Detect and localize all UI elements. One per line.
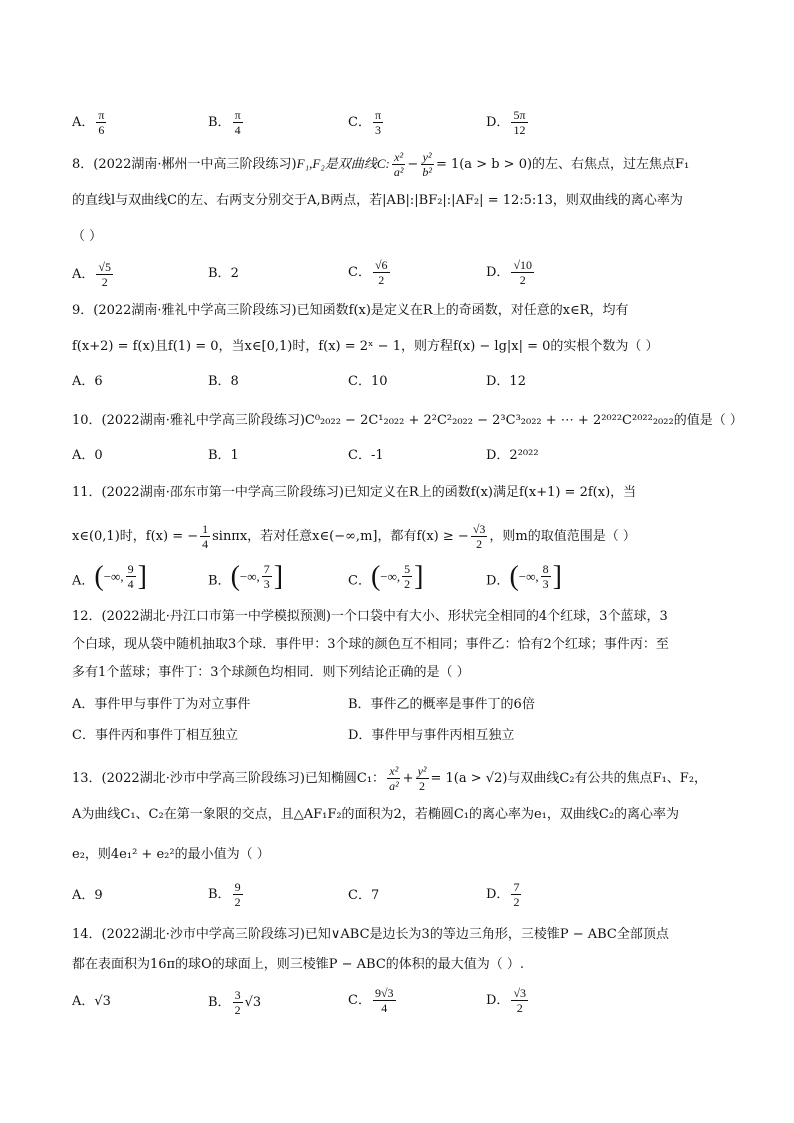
q14-option-d: D． $\frac{√3}{2}$ (486, 986, 527, 1015)
q13-option-a: A．9 (72, 888, 103, 903)
q11-option-d: D． ( −∞, $\frac{8}{3}$ ] (486, 560, 562, 592)
q8-line-1: 8．(2022湖南·郴州一中高三阶段练习)F₁,F₂是双曲线C: $\frac{\text{x²}}{\text{a²}}$ − $\frac{\text{y²}}{\text{b²}}$ = 1(a > b > 0)的左、右焦点，过左焦点F₁ (72, 150, 690, 179)
q8-option-b: B．2 (208, 266, 239, 281)
q14-option-c: C． $\frac{9√3}{4}$ (348, 986, 394, 1015)
q8-option-d: D． $\frac{√10}{2}$ (486, 258, 533, 287)
q12-option-a: A．事件甲与事件丁为对立事件 (72, 697, 251, 712)
q11-option-c: C． ( −∞, $\frac{5}{2}$ ] (348, 560, 424, 592)
q8-line-3: （ ） (72, 229, 103, 244)
q9-line-2: f(x+2) = f(x)且f(1) = 0，当x∈[0,1)时，f(x) = 2ˣ − 1，则方程f(x) − lg|x| = 0的实根个数为（ ） (72, 339, 659, 354)
q7-option-c: C． $\frac{\pi}{3}$ (348, 108, 382, 137)
q9-option-a: A．6 (72, 374, 103, 389)
q10-option-b: B．1 (208, 448, 239, 463)
q9-line-1: 9．(2022湖南·雅礼中学高三阶段练习)已知函数f(x)是定义在R上的奇函数，对任意的x∈R，均有 (72, 303, 629, 318)
q8-option-a: A． $\frac{√5}{2}$ (72, 260, 111, 289)
q11-option-b: B． ( −∞, $\frac{7}{3}$ ] (208, 560, 284, 592)
q7-option-d: D． $\frac{5\pi}{12}$ (486, 108, 526, 137)
q10-option-a: A．0 (72, 448, 103, 463)
q8-line-2: 的直线l与双曲线C的左、右两支分别交于A,B两点，若|AB|:|BF₂|:|AF₂| = 12:5:13，则双曲线的离心率为 (72, 193, 683, 208)
q13-option-c: C．7 (348, 888, 380, 903)
q14-option-b: B． $\frac{3}{2}$ √3 (208, 988, 262, 1017)
q8-option-c: C． $\frac{√6}{2}$ (348, 258, 388, 287)
q9-option-c: C．10 (348, 374, 388, 389)
q9-option-b: B．8 (208, 374, 239, 389)
q12-line-1: 12．(2022湖北·丹江口市第一中学模拟预测)一个口袋中有大小、形状完全相同的4个红球，3个蓝球，3 (72, 609, 668, 624)
q14-option-a: A．√3 (72, 994, 111, 1009)
q10-option-d: D．2²⁰²² (486, 448, 539, 463)
q11-option-a: A． ( −∞, $\frac{9}{4}$ ] (72, 560, 147, 592)
q10-option-c: C．-1 (348, 448, 384, 463)
q12-option-d: D．事件甲与事件丙相互独立 (348, 728, 515, 743)
q13-line-2: A为曲线C₁、C₂在第一象限的交点，且△AF₁F₂的面积为2，若椭圆C₁的离心率为e₁，双曲线C₂的离心率为 (72, 807, 680, 822)
q7-option-a: A． $\frac{\pi}{6}$ (72, 108, 105, 137)
q14-line-2: 都在表面积为16π的球O的球面上，则三棱锥P − ABC的体积的最大值为（ ）. (72, 957, 525, 972)
q11-line-2: x∈(0,1)时，f(x) = − $\frac{1}{4}$ sinπx，若对任意x∈(−∞,m]，都有f(x) ≥ − $\frac{√3}{2}$ ，则m的取值范围是（ ） (72, 522, 636, 551)
q13-option-d: D． $\frac{7}{2}$ (486, 880, 520, 909)
q13-line-3: e₂，则4e₁² + e₂²的最小值为（ ） (72, 847, 270, 862)
q13-option-b: B． $\frac{9}{2}$ (208, 880, 241, 909)
q12-option-b: B．事件乙的概率是事件丁的6倍 (348, 697, 535, 712)
q13-line-1: 13．(2022湖北·沙市中学高三阶段练习)已知椭圆C₁： $\frac{\text{x²}}{\text{a²}}$ + $\frac{\text{y²}}{2}$ = 1(a > √2)与双曲线C₂有公共的焦点F₁、F₂， (72, 764, 708, 793)
q12-line-3: 多有1个蓝球；事件丁：3个球颜色均相同．则下列结论正确的是（ ） (72, 665, 470, 680)
q14-line-1: 14．(2022湖北·沙市中学高三阶段练习)已知∨ABC是边长为3的等边三角形，三棱锥P − ABC全部顶点 (72, 927, 669, 942)
q11-line-1: 11．(2022湖南·邵东市第一中学高三阶段练习)已知定义在R上的函数f(x)满足f(x+1) = 2f(x)，当 (72, 485, 637, 500)
q9-option-d: D．12 (486, 374, 526, 389)
q12-option-c: C．事件丙和事件丁相互独立 (72, 728, 238, 743)
q7-option-b: B． $\frac{\pi}{4}$ (208, 108, 241, 137)
q10-line-1: 10．(2022湖南·雅礼中学高三阶段练习)C⁰₂₀₂₂ − 2C¹₂₀₂₂ + 2²C²₂₀₂₂ − 2³C³₂₀₂₂ + ⋯ + 2²⁰²²C²⁰²²₂₀₂₂的值是（ ） (72, 413, 743, 428)
q12-line-2: 个白球，现从袋中随机抽取3个球．事件甲：3个球的颜色互不相同；事件乙：恰有2个红球；事件丙：至 (72, 637, 669, 652)
